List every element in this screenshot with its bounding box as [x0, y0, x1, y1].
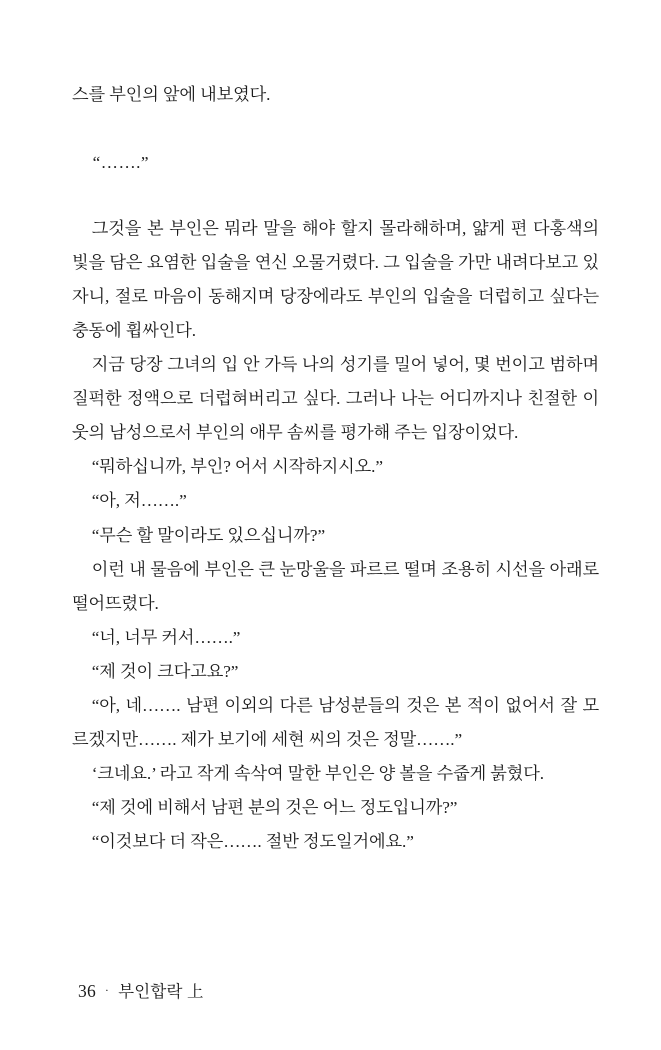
dialogue-line: “제 것이 크다고요?” — [91, 661, 239, 681]
paragraph-ellipsis-quote: “…….” — [92, 153, 150, 173]
dialogue-line: “무슨 할 말이라도 있으십니까?” — [91, 525, 325, 545]
paragraph-spacer — [72, 180, 599, 212]
paragraph: 지금 당장 그녀의 입 안 가득 나의 성기를 밀어 넣어, 몇 번이고 범하며 질퍽한 정액으로 더럽혀버리고 싶다. 그러나 나는 어디까지나 친절한 이웃의 남성으로서 부인의 애무 솜씨를 평가해 주는 입장이었다. — [72, 355, 599, 443]
paragraph: 이런 내 물음에 부인은 큰 눈망울을 파르르 떨며 조용히 시선을 아래로 떨어뜨렸다. — [72, 559, 599, 613]
dialogue-line: “이것보다 더 작은……. 절반 정도일거에요.” — [91, 831, 414, 851]
book-title: 부인합락 上 — [118, 982, 204, 1001]
page-body — [72, 78, 599, 859]
page-footer — [78, 978, 204, 1002]
paragraph-spacer — [72, 112, 599, 146]
dialogue-line: “뭐하십니까, 부인? 어서 시작하지시오.” — [91, 457, 383, 477]
footer-separator-dot: · — [104, 983, 110, 997]
dialogue-line: “제 것에 비해서 남편 분의 것은 어느 정도입니까?” — [91, 797, 458, 817]
paragraph-continuation: 스를 부인의 앞에 내보였다. — [72, 85, 271, 104]
paragraph: ‘크네요.’ 라고 작게 속삭여 말한 부인은 양 볼을 수줍게 붉혔다. — [91, 763, 544, 783]
paragraph: 그것을 본 부인은 뭐라 말을 해야 할지 몰라해하며, 얇게 편 다홍색의 빛을 담은 요염한 입술을 연신 오물거렸다. 그 입술을 가만 내려다보고 있자니, 절로 마음이 동해지며 당장에라도 부인의 입술을 더럽히고 싶다는 충동에 휩싸인다. — [72, 219, 599, 341]
dialogue-line: “너, 너무 커서…….” — [91, 627, 241, 647]
page-number: 36 — [78, 981, 96, 1001]
dialogue-line: “아, 네……. 남편 이외의 다른 남성분들의 것은 본 적이 없어서 잘 모르겠지만……. 제가 보기에 세현 씨의 것은 정말…….” — [72, 695, 599, 749]
dialogue-line: “아, 저…….” — [91, 491, 187, 511]
